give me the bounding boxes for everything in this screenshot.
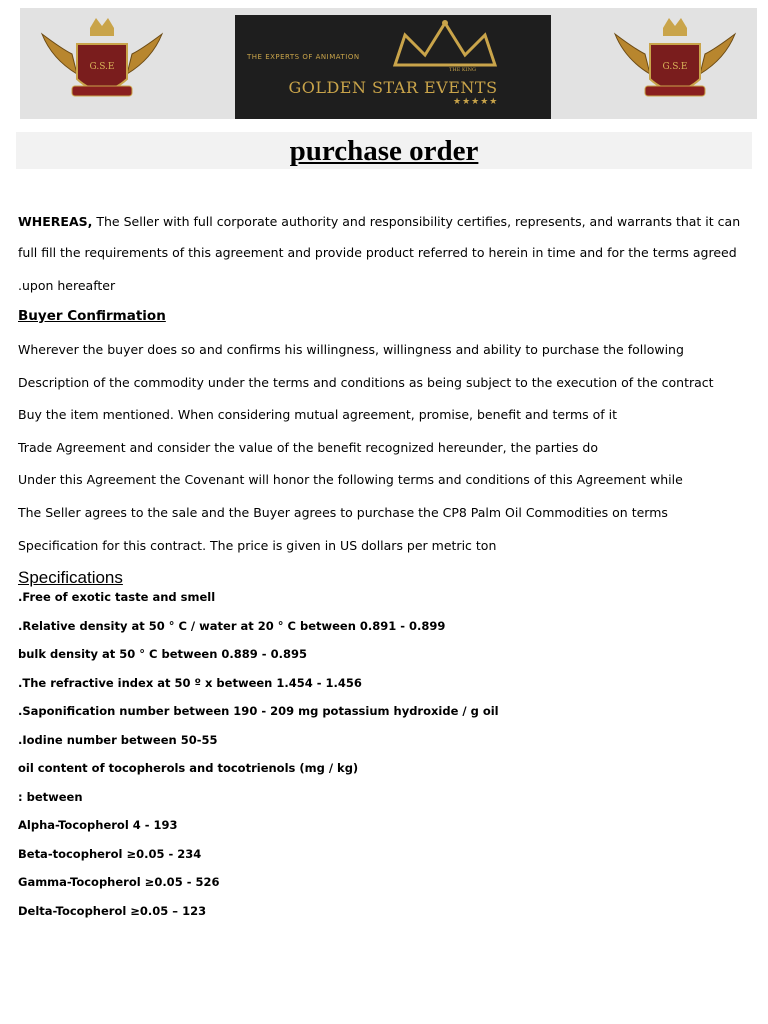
- page-title: purchase order: [289, 135, 479, 167]
- whereas-line-2: full fill the requirements of this agreement and provide product referred to herein in time and for the terms agreed: [18, 245, 737, 260]
- crest-text: G.S.E: [662, 62, 688, 72]
- spec-item: .The refractive index at 50 º x between 1.454 - 1.456: [18, 676, 362, 690]
- crest-text: G.S.E: [89, 62, 115, 72]
- buyer-line-4: Trade Agreement and consider the value of the benefit recognized hereunder, the parties do: [18, 440, 598, 455]
- buyer-line-1: Wherever the buyer does so and confirms his willingness, willingness and ability to purchase the following: [18, 342, 684, 357]
- spec-item: oil content of tocopherols and tocotrienols (mg / kg): [18, 761, 359, 775]
- logo-stars: ★★★★★: [453, 97, 499, 107]
- spec-item: : between: [18, 790, 83, 804]
- spec-item: .Saponification number between 190 - 209 mg potassium hydroxide / g oil: [18, 704, 499, 718]
- logo-small-text: THE KING: [449, 67, 477, 73]
- title-bar: [16, 132, 752, 169]
- spec-item: Alpha-Tocopherol 4 - 193: [18, 818, 178, 832]
- header-banner: [20, 8, 757, 119]
- spec-item: bulk density at 50 ° C between 0.889 - 0.895: [18, 647, 307, 661]
- buyer-line-6: The Seller agrees to the sale and the Buyer agrees to purchase the CP8 Palm Oil Commodities on terms: [18, 505, 668, 520]
- whereas-line-1: [18, 214, 740, 229]
- spec-item: Beta-tocopherol ≥0.05 - 234: [18, 847, 202, 861]
- whereas-lead: WHEREAS,: [18, 214, 93, 229]
- crown-icon: [375, 15, 515, 75]
- specifications-heading: Specifications: [18, 568, 123, 587]
- logo-name: GOLDEN STAR EVENTS: [288, 78, 498, 97]
- spec-item: .Relative density at 50 ° C / water at 20 ° C between 0.891 - 0.899: [18, 619, 446, 633]
- buyer-line-5: Under this Agreement the Covenant will honor the following terms and conditions of this Agreement while: [18, 472, 683, 487]
- spec-item: Delta-Tocopherol ≥0.05 – 123: [18, 904, 207, 918]
- crest-logo-right: [605, 14, 745, 114]
- company-logo: [235, 15, 551, 119]
- whereas-text-1: The Seller with full corporate authority and responsibility certifies, represents, and warrants that it can: [96, 214, 741, 229]
- buyer-confirmation-heading: Buyer Confirmation: [18, 308, 166, 324]
- crest-logo-left: [32, 14, 172, 114]
- spec-item: .Iodine number between 50-55: [18, 733, 218, 747]
- buyer-line-2: Description of the commodity under the terms and conditions as being subject to the execution of the contract: [18, 375, 714, 390]
- spec-item: Gamma-Tocopherol ≥0.05 - 526: [18, 875, 220, 889]
- buyer-line-7: Specification for this contract. The price is given in US dollars per metric ton: [18, 538, 497, 553]
- logo-tagline: THE EXPERTS OF ANIMATION: [247, 53, 360, 61]
- spec-item: .Free of exotic taste and smell: [18, 590, 216, 604]
- buyer-line-3: Buy the item mentioned. When considering mutual agreement, promise, benefit and terms of it: [18, 407, 618, 422]
- whereas-line-3: .upon hereafter: [18, 278, 116, 293]
